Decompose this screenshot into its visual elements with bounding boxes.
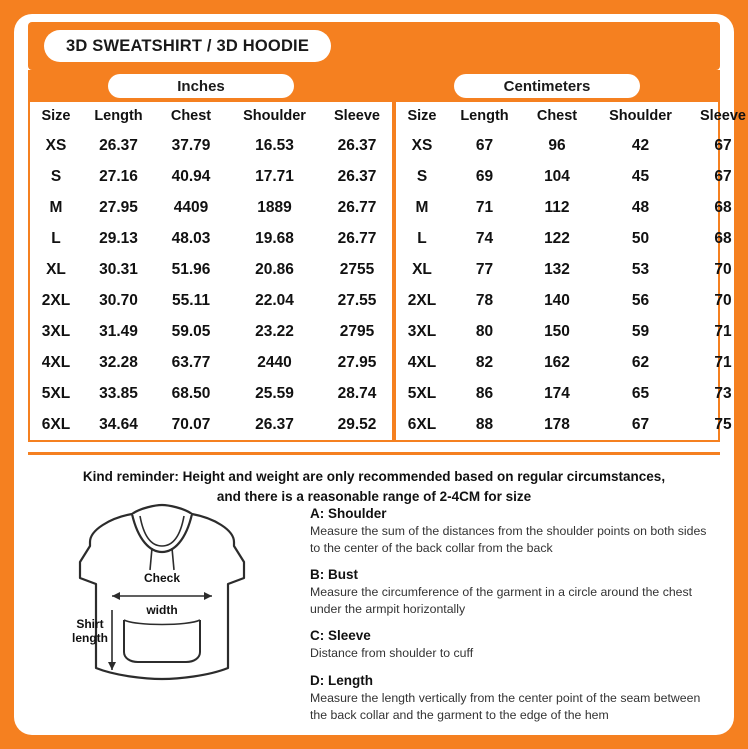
cell-in-size: S	[50, 167, 62, 185]
cell-in-length: 30.31	[99, 260, 138, 278]
cell-cm-size: M	[415, 198, 429, 216]
cell-in-size: 5XL	[41, 384, 71, 402]
cell-in-shoulder: 2440	[257, 353, 292, 371]
cell-in-shoulder: 17.71	[255, 167, 294, 185]
cell-cm-chest: 178	[544, 415, 570, 433]
measurement-guide	[28, 500, 720, 734]
cell-cm-sleeve: 67	[714, 167, 732, 185]
table-header-row	[30, 102, 748, 130]
cell-in-size: 4XL	[41, 353, 71, 371]
cell-in-sleeve: 27.55	[337, 291, 377, 309]
th-cm-length: Length	[460, 108, 509, 124]
th-in-chest: Chest	[170, 108, 212, 124]
measure-desc-sleeve: Distance from shoulder to cuff	[310, 646, 474, 661]
cell-cm-chest: 104	[544, 167, 570, 185]
cell-in-sleeve: 2755	[339, 260, 375, 278]
cell-in-length: 33.85	[99, 384, 138, 402]
cell-in-size: 6XL	[41, 415, 71, 433]
cell-in-length: 31.49	[99, 322, 138, 340]
label-length: length	[72, 631, 108, 645]
cell-cm-size: S	[416, 167, 428, 185]
measure-title-length: D: Length	[310, 672, 373, 688]
cell-cm-chest: 132	[544, 260, 570, 278]
cell-cm-chest: 122	[544, 229, 570, 247]
cell-cm-size: XL	[412, 260, 432, 278]
cell-in-size: XL	[46, 260, 66, 278]
cell-cm-shoulder: 59	[631, 322, 650, 340]
cell-in-size: L	[51, 229, 61, 247]
cell-cm-size: 5XL	[407, 384, 437, 402]
cell-cm-shoulder: 67	[631, 415, 650, 433]
cell-cm-sleeve: 73	[714, 384, 732, 402]
table-row	[30, 378, 748, 409]
cell-in-size: 3XL	[41, 322, 71, 340]
th-in-shoulder: Shoulder	[243, 108, 306, 124]
cell-cm-size: 4XL	[407, 353, 437, 371]
cell-cm-shoulder: 50	[631, 229, 650, 247]
cell-in-chest: 40.94	[171, 167, 211, 185]
cell-in-sleeve: 28.74	[337, 384, 377, 402]
cell-in-shoulder: 16.53	[255, 136, 294, 154]
measurement-definitions	[296, 500, 720, 734]
cell-in-chest: 68.50	[171, 384, 211, 402]
unit-inches	[28, 74, 374, 98]
measure-title-shoulder: A: Shoulder	[310, 506, 387, 521]
cell-in-shoulder: 25.59	[255, 384, 294, 402]
cell-cm-size: 2XL	[407, 291, 437, 309]
table-row	[30, 192, 748, 223]
measure-desc-bust: Measure the circumference of the garment in a circle around the chest under the armpit horizontally	[310, 585, 693, 616]
cell-cm-sleeve: 71	[714, 353, 732, 371]
table-row	[30, 409, 748, 440]
hoodie-illustration-svg	[28, 500, 296, 700]
cell-cm-length: 88	[475, 415, 494, 433]
cell-cm-length: 86	[475, 384, 494, 402]
cell-cm-length: 74	[475, 229, 494, 247]
cell-cm-length: 67	[475, 136, 494, 154]
cell-cm-shoulder: 53	[631, 260, 650, 278]
cell-in-shoulder: 22.04	[255, 291, 294, 309]
cell-cm-length: 77	[475, 260, 494, 278]
cell-cm-shoulder: 62	[631, 353, 650, 371]
page-title-text: 3D SWEATSHIRT / 3D HOODIE	[66, 36, 310, 55]
measure-item-shoulder	[310, 506, 720, 556]
cell-in-chest: 48.03	[171, 229, 211, 247]
cell-cm-chest: 174	[544, 384, 570, 402]
cell-cm-size: 3XL	[407, 322, 437, 340]
unit-centimeters	[374, 74, 720, 98]
cell-cm-chest: 140	[544, 291, 570, 309]
th-cm-sleeve: Sleeve	[700, 108, 746, 124]
cell-in-chest: 70.07	[171, 415, 211, 433]
cell-cm-shoulder: 42	[631, 136, 650, 154]
table-row	[30, 223, 748, 254]
cell-in-size: M	[49, 198, 63, 216]
cell-in-sleeve: 26.37	[337, 167, 377, 185]
cell-in-chest: 4409	[173, 198, 209, 216]
cell-cm-length: 78	[475, 291, 494, 309]
measure-item-length	[310, 673, 720, 723]
cell-in-sleeve: 26.37	[337, 136, 377, 154]
th-cm-chest: Chest	[536, 108, 578, 124]
cell-cm-sleeve: 68	[714, 229, 732, 247]
cell-cm-length: 71	[475, 198, 494, 216]
cell-in-sleeve: 26.77	[337, 229, 377, 247]
cell-cm-size: 6XL	[407, 415, 437, 433]
cell-in-sleeve: 2795	[339, 322, 375, 340]
th-cm-shoulder: Shoulder	[609, 108, 672, 124]
cell-cm-shoulder: 65	[631, 384, 650, 402]
cell-cm-sleeve: 75	[714, 415, 732, 433]
label-width: width	[146, 603, 178, 617]
table-row	[30, 285, 748, 316]
cell-in-length: 30.70	[99, 291, 138, 309]
cell-cm-shoulder: 56	[631, 291, 650, 309]
unit-centimeters-label: Centimeters	[503, 77, 591, 95]
page-title	[44, 30, 331, 62]
measure-title-sleeve: C: Sleeve	[310, 628, 371, 644]
cell-cm-length: 82	[475, 353, 494, 371]
cell-in-shoulder: 26.37	[255, 415, 294, 433]
hoodie-diagram	[28, 500, 296, 700]
measure-item-bust	[310, 567, 720, 617]
measure-desc-length: Measure the length vertically from the center point of the seam between the back collar and the garment to the edge of the hem	[310, 690, 701, 722]
cell-in-chest: 55.11	[172, 291, 210, 309]
th-cm-size: Size	[407, 108, 437, 124]
cell-in-length: 29.13	[99, 229, 138, 247]
cell-in-length: 26.37	[99, 136, 138, 154]
cell-in-sleeve: 26.77	[337, 198, 377, 216]
cell-in-size: XS	[45, 136, 67, 154]
cell-cm-shoulder: 48	[631, 198, 650, 216]
cell-cm-chest: 162	[544, 353, 570, 371]
cell-in-length: 32.28	[99, 353, 138, 371]
cell-in-chest: 37.79	[171, 136, 211, 154]
cell-in-chest: 63.77	[171, 353, 211, 371]
cell-cm-chest: 150	[544, 322, 570, 340]
cell-in-length: 27.95	[99, 198, 138, 216]
table-row	[30, 130, 748, 161]
cell-in-shoulder: 23.22	[255, 322, 294, 340]
cell-cm-size: XS	[411, 136, 433, 154]
cell-cm-sleeve: 68	[714, 198, 732, 216]
cell-in-sleeve: 27.95	[337, 353, 377, 371]
cell-in-shoulder: 20.86	[255, 260, 294, 278]
table-row	[30, 161, 748, 192]
th-in-sleeve: Sleeve	[334, 108, 380, 124]
measure-desc-shoulder: Measure the sum of the distances from the shoulder points on both sides to the center of the back collar from the back	[310, 524, 707, 555]
th-in-length: Length	[94, 108, 143, 124]
cell-cm-shoulder: 45	[631, 167, 650, 185]
measure-title-bust: B: Bust	[310, 567, 358, 583]
cell-in-shoulder: 19.68	[255, 229, 294, 247]
cell-cm-sleeve: 67	[714, 136, 732, 154]
unit-header-row	[28, 70, 720, 102]
table-row	[30, 316, 748, 347]
cell-cm-length: 69	[475, 167, 494, 185]
cell-in-sleeve: 29.52	[337, 415, 377, 433]
cell-in-length: 34.64	[99, 415, 138, 433]
size-table-block	[28, 70, 746, 442]
cell-in-size: 2XL	[41, 291, 71, 309]
table-row	[30, 254, 748, 285]
cell-in-shoulder: 1889	[257, 198, 292, 216]
reminder-line-2: and there is a reasonable range of 2-4CM for size	[216, 488, 532, 504]
cell-cm-sleeve: 70	[714, 260, 732, 278]
th-in-size: Size	[41, 108, 71, 124]
cell-in-length: 27.16	[99, 167, 138, 185]
measure-item-sleeve	[310, 628, 720, 662]
kind-reminder	[28, 452, 720, 506]
cell-cm-size: L	[417, 229, 427, 247]
cell-cm-chest: 96	[548, 136, 566, 154]
cell-cm-chest: 112	[544, 198, 570, 216]
cell-cm-length: 80	[475, 322, 494, 340]
size-table	[30, 102, 748, 440]
label-check: Check	[143, 571, 181, 585]
size-grid	[30, 102, 746, 440]
table-row	[30, 347, 748, 378]
cell-in-chest: 59.05	[171, 322, 211, 340]
label-shirt: Shirt	[76, 617, 104, 631]
reminder-line-1: Kind reminder: Height and weight are only recommended based on regular circumstances,	[82, 469, 666, 484]
cell-cm-sleeve: 70	[714, 291, 732, 309]
unit-inches-label: Inches	[177, 77, 225, 95]
cell-in-chest: 51.96	[171, 260, 211, 278]
cell-cm-sleeve: 71	[714, 322, 732, 340]
